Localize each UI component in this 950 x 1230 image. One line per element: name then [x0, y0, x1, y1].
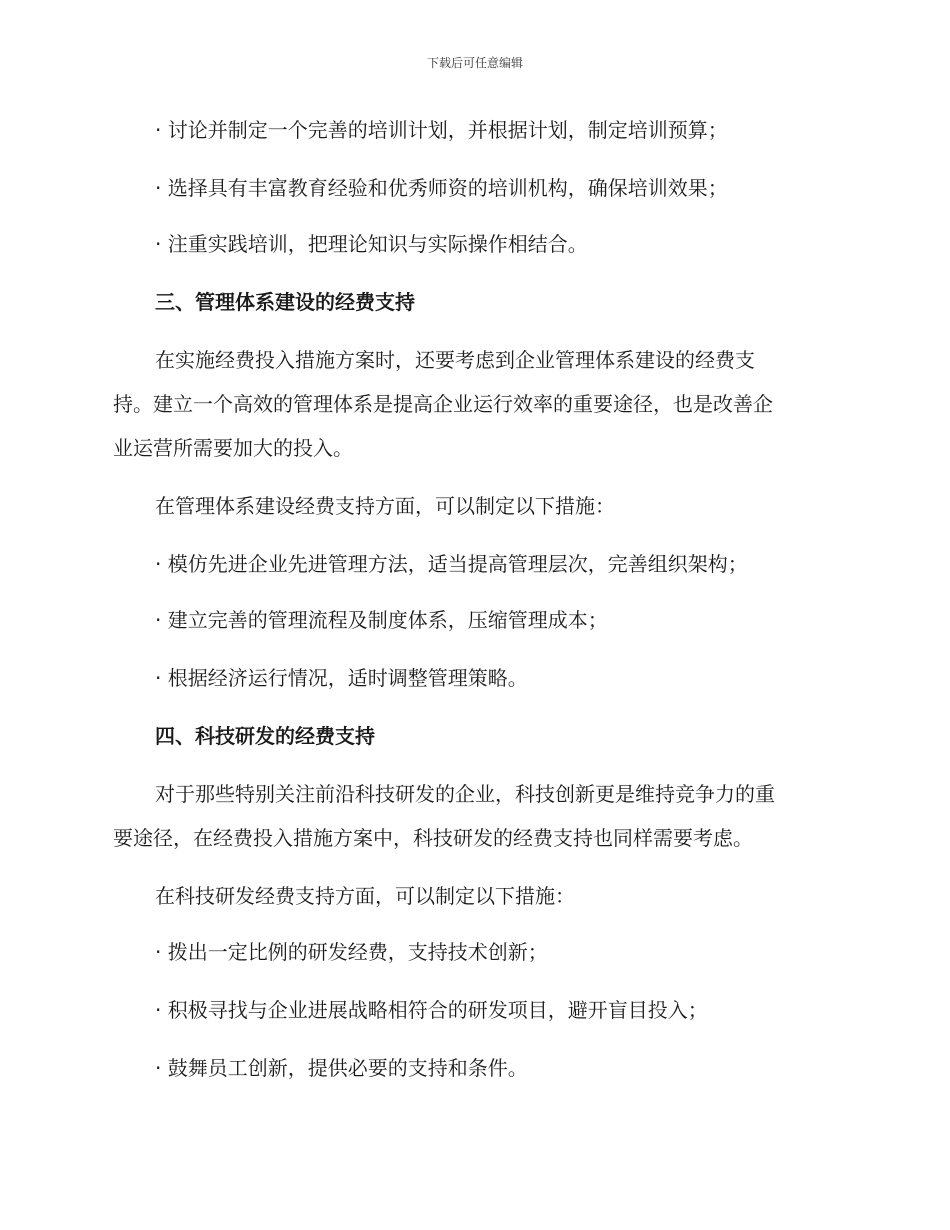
- rnd-paragraph-line-1: 对于那些特别关注前沿科技研发的企业，科技创新更是维持竞争力的重: [155, 782, 775, 806]
- section-heading-rnd: 四、科技研发的经费支持: [155, 724, 375, 748]
- rnd-paragraph-line-2: 要途径，在经费投入措施方案中，科技研发的经费支持也同样需要考虑。: [113, 826, 753, 850]
- management-bullet-1: · 模仿先进企业先进管理方法，适当提高管理层次，完善组织架构；: [155, 552, 748, 576]
- training-bullet-2: · 选择具有丰富教育经验和优秀师资的培训机构，确保培训效果；: [155, 176, 728, 200]
- rnd-bullet-3: · 鼓舞员工创新，提供必要的支持和条件。: [155, 1056, 528, 1080]
- rnd-bullet-2: · 积极寻找与企业进展战略相符合的研发项目，避开盲目投入；: [155, 998, 708, 1022]
- rnd-intro: 在科技研发经费支持方面，可以制定以下措施：: [155, 884, 575, 908]
- management-bullet-3: · 根据经济运行情况，适时调整管理策略。: [155, 666, 528, 690]
- rnd-bullet-1: · 拨出一定比例的研发经费，支持技术创新；: [155, 940, 548, 964]
- management-paragraph-line-1: 在实施经费投入措施方案时，还要考虑到企业管理体系建设的经费支: [155, 348, 755, 372]
- training-bullet-3: · 注重实践培训，把理论知识与实际操作相结合。: [155, 232, 588, 256]
- training-bullet-1: · 讨论并制定一个完善的培训计划，并根据计划，制定培训预算；: [155, 118, 728, 142]
- management-paragraph-line-3: 业运营所需要加大的投入。: [113, 436, 353, 460]
- management-paragraph-line-2: 持。建立一个高效的管理体系是提高企业运行效率的重要途径，也是改善企: [113, 392, 773, 416]
- management-bullet-2: · 建立完善的管理流程及制度体系，压缩管理成本；: [155, 608, 608, 632]
- management-intro: 在管理体系建设经费支持方面，可以制定以下措施：: [155, 494, 615, 518]
- section-heading-management: 三、管理体系建设的经费支持: [155, 290, 415, 314]
- page-header-note: 下载后可任意编辑: [426, 56, 523, 70]
